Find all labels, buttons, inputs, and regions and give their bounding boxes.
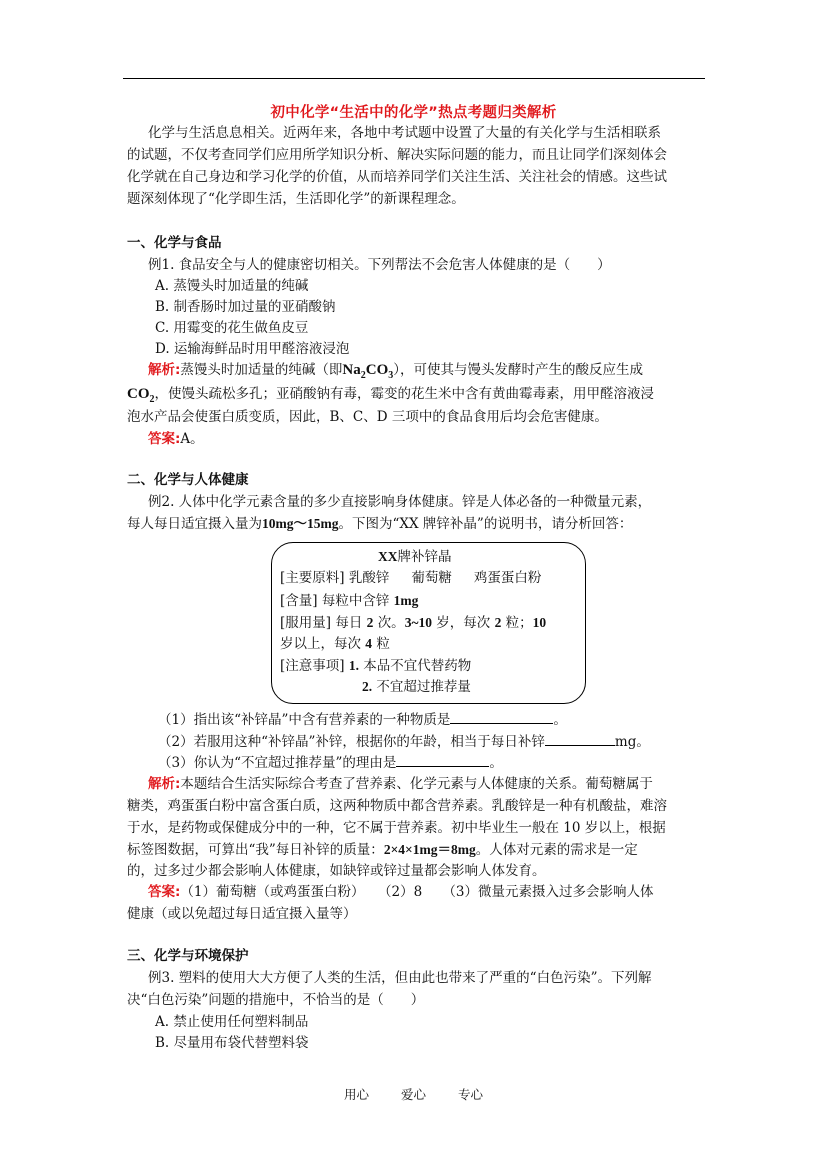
analysis-line: 的，过多过少都会影响人体健康，如缺锌或锌过量都会影响人体发育。 bbox=[127, 863, 546, 879]
analysis-text: 本题结合生活实际综合考查了营养素、化学元素与人体健康的关系。葡萄糖属于 bbox=[180, 776, 653, 792]
num: 2 bbox=[366, 615, 374, 630]
label: [服用量] bbox=[280, 615, 332, 631]
box-dosage bbox=[280, 612, 546, 634]
footer-text: 爱心 bbox=[400, 1087, 426, 1102]
text: 不宜超过推荐量 bbox=[376, 679, 471, 695]
answer-line bbox=[148, 882, 733, 903]
analysis-line: 泡水产品会使蛋白质变质，因此，B、C、D 三项中的食品食用后均会危害健康。 bbox=[127, 409, 608, 425]
formula-co2: $CO_2$ bbox=[127, 386, 155, 405]
answer-blank[interactable] bbox=[450, 709, 553, 724]
amount: 1mg bbox=[393, 593, 419, 608]
question-text-part: 每人每日适宜摄入量为 bbox=[127, 516, 262, 532]
analysis-line bbox=[127, 839, 712, 861]
answer-blank[interactable] bbox=[396, 752, 489, 767]
analysis-text: 蒸馒头时加适量的纯碱（即 bbox=[180, 362, 343, 378]
analysis-line: 糖类，鸡蛋蛋白粉中富含蛋白质，这两种物质中都含营养素。乳酸锌是一种有机酸盐，难溶 bbox=[127, 798, 667, 814]
option-b: B. 制香肠时加过量的亚硝酸钠 bbox=[155, 299, 336, 315]
section-heading: 三、化学与环境保护 bbox=[127, 948, 249, 964]
answer-line bbox=[148, 429, 733, 450]
answer-text: A。 bbox=[180, 431, 204, 447]
text: 。 bbox=[553, 712, 567, 728]
intro-line: 的试题，不仅考查同学们应用所学知识分析、解决实际问题的能力，而且让同学们深刻体会 bbox=[127, 147, 667, 163]
label: [主要原料] bbox=[280, 570, 345, 586]
text: （1）指出该“补锌晶”中含有营养素的一种物质是 bbox=[158, 712, 451, 728]
analysis-line: 于水，是药物或保健成分中的一种，它不属于营养素。初中毕业生一般在 10 岁以上，根据 bbox=[127, 820, 666, 836]
section-heading: 二、化学与人体健康 bbox=[127, 472, 249, 488]
product-name: 牌补锌晶 bbox=[397, 549, 452, 565]
text: mg。 bbox=[614, 734, 650, 750]
answer-label: 答案: bbox=[148, 431, 181, 447]
num: 10 bbox=[532, 615, 547, 630]
option-a: A. 蒸馒头时加适量的纯碱 bbox=[155, 278, 309, 294]
num: 3~10 bbox=[404, 615, 432, 630]
header-rule bbox=[123, 78, 705, 79]
option-b: B. 尽量用布袋代替塑料袋 bbox=[155, 1035, 309, 1051]
text: 次。 bbox=[377, 615, 405, 631]
option-a: A. 禁止使用任何塑料制品 bbox=[155, 1014, 309, 1030]
question-text: 决“白色污染”问题的措施中，不恰当的是（ ） bbox=[127, 992, 425, 1008]
footer-text: 专心 bbox=[457, 1087, 483, 1102]
calc-formula: 2×4×1mg＝8mg bbox=[383, 842, 476, 857]
text: （2）若服用这种“补锌晶”补锌，根据你的年龄，相当于每日补锌 bbox=[158, 734, 545, 750]
ingredient: 葡萄糖 bbox=[411, 570, 452, 586]
footer-text: 用心 bbox=[343, 1087, 369, 1102]
text: 岁以上，每次 bbox=[280, 636, 361, 652]
analysis-line bbox=[148, 360, 733, 386]
box-title bbox=[378, 546, 452, 568]
analysis-text: ），可使其与馒头发酵时产生的酸反应生成 bbox=[393, 362, 643, 378]
text: 每粒中含锌 bbox=[321, 593, 390, 609]
text: 每日 bbox=[335, 615, 363, 631]
subquestion-3 bbox=[158, 752, 743, 774]
product-label-box bbox=[271, 542, 586, 704]
analysis-text: ，使馒头疏松多孔；亚硝酸钠有毒，霉变的花生米中含有黄曲霉毒素，用甲醛溶液浸 bbox=[154, 386, 654, 402]
answer-blank[interactable] bbox=[545, 731, 615, 746]
answer-text: （1）葡萄糖（或鸡蛋蛋白粉） （2）8 （3）微量元素摄入过多会影响人体 bbox=[180, 884, 654, 900]
analysis-text: 。人体对元素的需求是一定 bbox=[475, 842, 638, 858]
text: 。 bbox=[489, 755, 503, 771]
question-text-part: 。下图为“XX 牌锌补晶”的说明书，请分析回答： bbox=[338, 516, 633, 532]
analysis-label: 解析: bbox=[148, 776, 181, 792]
question-text: 例3. 塑料的使用大大方便了人类的生活，但由此也带来了严重的“白色污染”。下列解 bbox=[148, 970, 652, 986]
question-text: 例2. 人体中化学元素含量的多少直接影响身体健康。锌是人体必备的一种微量元素， bbox=[148, 494, 652, 510]
question-text: 例1. 食品安全与人的健康密切相关。下列帮法不会危害人体健康的是（ ） bbox=[148, 257, 611, 273]
num: 2. bbox=[362, 679, 373, 694]
text: （3）你认为“不宜超过推荐量”的理由是 bbox=[158, 755, 397, 771]
box-content bbox=[280, 590, 418, 612]
text: 粒 bbox=[376, 636, 390, 652]
analysis-text: 标签图数据，可算出“我”每日补锌的质量： bbox=[127, 842, 384, 858]
analysis-label: 解析: bbox=[148, 362, 181, 378]
num: 4 bbox=[365, 636, 373, 651]
section-heading: 一、化学与食品 bbox=[127, 235, 222, 251]
subquestion-2 bbox=[158, 731, 743, 753]
label: [注意事项] bbox=[280, 658, 345, 674]
text: 本品不宜代替药物 bbox=[363, 658, 472, 674]
zinc-range: 10mg～15mg bbox=[262, 516, 339, 531]
option-c: C. 用霉变的花生做鱼皮豆 bbox=[155, 320, 309, 336]
intro-line: 化学就在自己身边和学习化学的价值，从而培养同学们关注生活、关注社会的情感。这些试 bbox=[127, 169, 667, 185]
box-notes-2 bbox=[362, 676, 471, 698]
text: 粒； bbox=[505, 615, 533, 631]
num: 1. bbox=[348, 658, 359, 673]
box-notes bbox=[280, 655, 471, 677]
text: 岁，每次 bbox=[436, 615, 491, 631]
formula-na2co3: $Na_2CO_3$ bbox=[342, 362, 394, 381]
question-text bbox=[127, 513, 712, 535]
option-d: D. 运输海鲜品时用甲醛溶液浸泡 bbox=[155, 341, 350, 357]
brand-xx: XX bbox=[378, 549, 398, 564]
page-title: 初中化学“生活中的化学”热点考题归类解析 bbox=[270, 105, 557, 121]
intro-line: 化学与生活息息相关。近两年来，各地中考试题中设置了大量的有关化学与生活相联系 bbox=[148, 125, 661, 141]
page-footer bbox=[0, 1085, 827, 1103]
num: 2 bbox=[494, 615, 502, 630]
box-ingredients bbox=[280, 568, 541, 589]
answer-label: 答案: bbox=[148, 884, 181, 900]
subquestion-1 bbox=[158, 709, 743, 731]
box-dosage-cont bbox=[280, 633, 390, 655]
ingredient: 乳酸锌 bbox=[348, 570, 390, 586]
answer-line: 健康（或以免超过每日适宜摄入量等） bbox=[127, 906, 357, 922]
analysis-line bbox=[148, 774, 733, 795]
ingredient: 鸡蛋蛋白粉 bbox=[473, 570, 542, 586]
label: [含量] bbox=[280, 593, 318, 609]
intro-line: 题深刻体现了“化学即生活，生活即化学”的新课程理念。 bbox=[127, 191, 465, 207]
